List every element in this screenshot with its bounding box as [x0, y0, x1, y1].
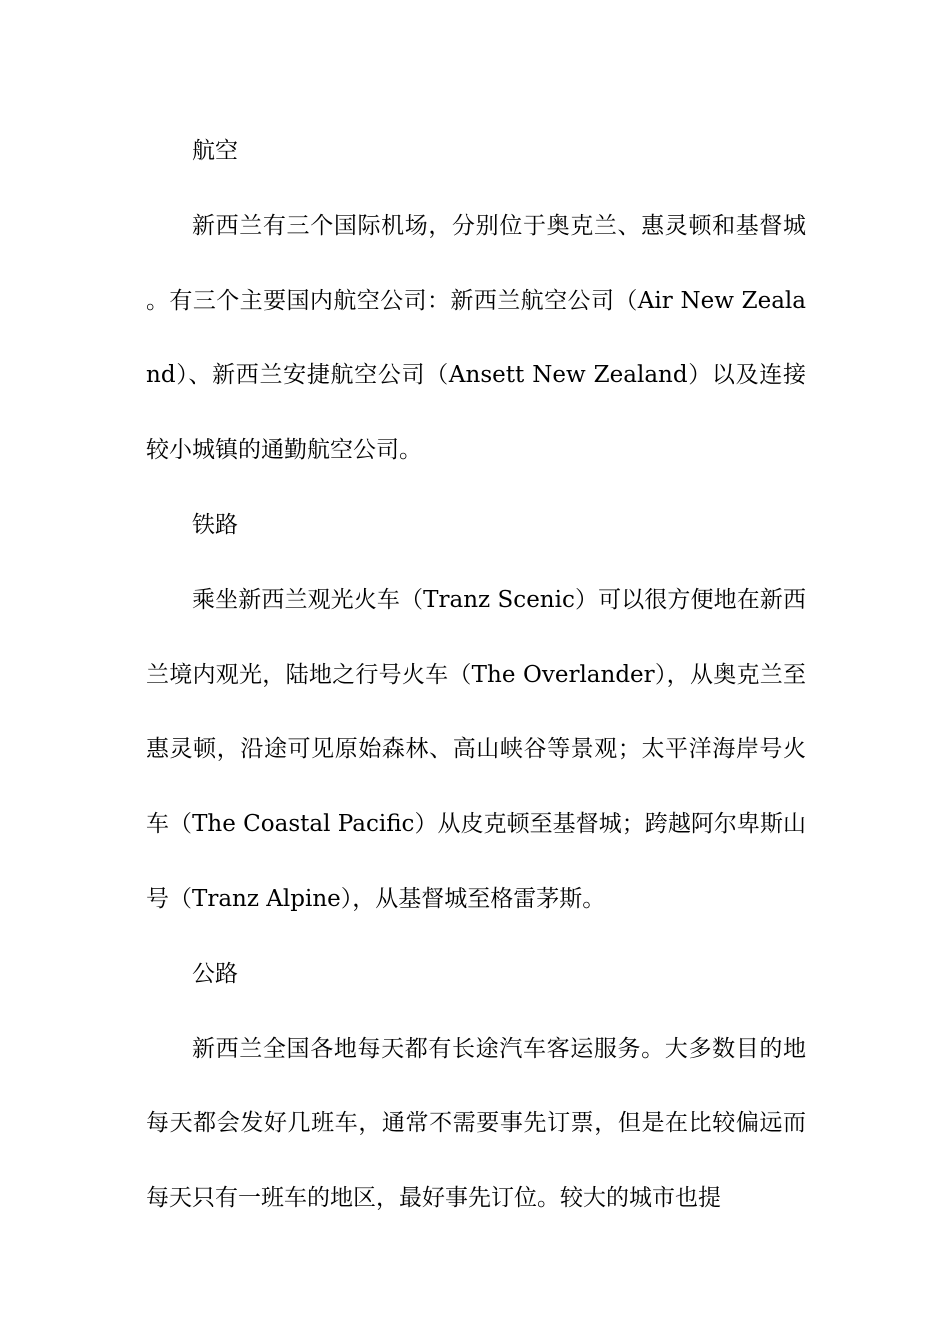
- document-body: [146, 114, 806, 1236]
- section-paragraph-railway: 乘坐新西兰观光火车（Tranz Scenic）可以很方便地在新西兰境内观光，陆地之行号火车（The Overlander），从奥克兰至惠灵顿，沿途可见原始森林、高山峡谷等景观；太平洋海岸号火车（The Coastal Pacific）从皮克顿至基督城；跨越阿尔卑斯山号（Tranz Alpine），从基督城至格雷茅斯。: [146, 586, 806, 912]
- section-heading-road: 公路: [192, 960, 238, 987]
- section-paragraph-aviation: 新西兰有三个国际机场，分别位于奥克兰、惠灵顿和基督城。有三个主要国内航空公司：新西兰航空公司（Air New Zealand）、新西兰安捷航空公司（Ansett New Zealand）以及连接较小城镇的通勤航空公司。: [146, 212, 806, 464]
- section-heading-aviation: 航空: [192, 138, 238, 164]
- section-heading-railway: 铁路: [192, 511, 238, 538]
- section-paragraph-road: 新西兰全国各地每天都有长途汽车客运服务。大多数目的地每天都会发好几班车，通常不需要事先订票，但是在比较偏远而每天只有一班车的地区，最好事先订位。较大的城市也提: [146, 1035, 806, 1212]
